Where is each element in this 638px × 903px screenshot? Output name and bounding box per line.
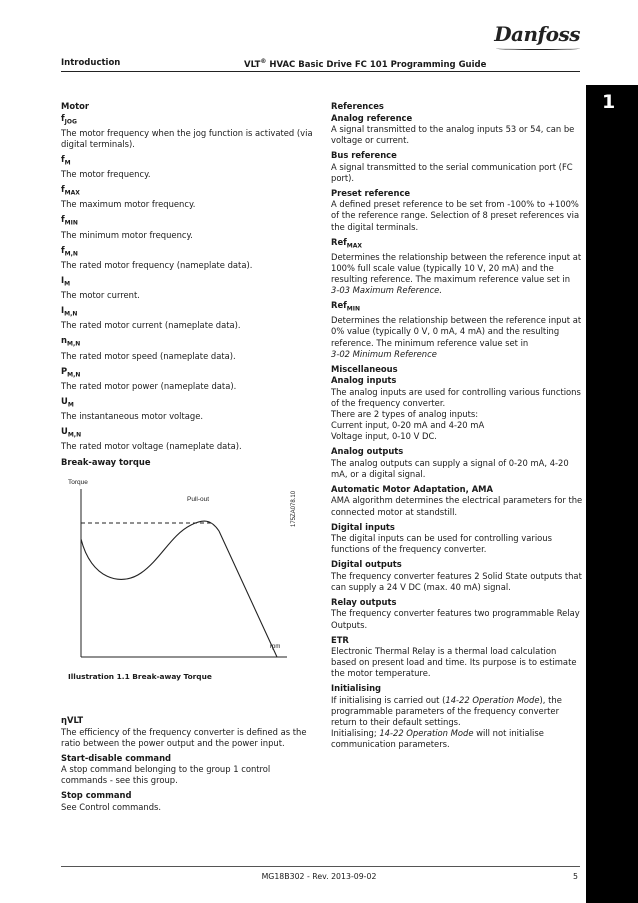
pullout-label: Pull-out [187, 496, 210, 504]
heading-references: References [331, 101, 384, 111]
entry-imn: $I_{M,N}$ The rated motor current (nameplate data). [61, 305, 241, 331]
entry-initialising: Initialising If initialising is carried out (14-22 Operation Mode), the programmable parameters of the frequency converter return to their default settings. Initialising; 14-22 Operation Mode will not initialise communication parameters. [331, 683, 562, 750]
entry-analog-outputs: Analog outputs The analog outputs can supply a signal of 0-20 mA, 4-20 mA, or a digital signal. [331, 446, 569, 479]
entry-bus-reference: Bus reference A signal transmitted to the serial communication port (FC port). [331, 150, 573, 183]
entry-fjog: $f_{JOG}$ The motor frequency when the jog function is activated (via digital terminals). [61, 112, 313, 149]
right-column [331, 101, 583, 754]
left-column [61, 101, 318, 817]
entry-ama: Automatic Motor Adaptation, AMA AMA algorithm determines the electrical parameters for the connected motor at standstill. [331, 483, 583, 517]
entry-nmn: $n_{M,N}$ The rated motor speed (nameplate data). [61, 335, 236, 361]
entry-umn: $U_{M,N}$ The rated motor voltage (nameplate data). [61, 426, 242, 452]
heading-motor: Motor [61, 101, 89, 111]
entry-digital-outputs: Digital outputs The frequency converter features 2 Solid State outputs that can supply a 24 V DC (max. 40 mA) signal. [331, 559, 582, 592]
entry-fmn: $f_{M,N}$ The rated motor frequency (nameplate data). [61, 244, 253, 270]
heading-miscellaneous: Miscellaneous [331, 363, 398, 374]
chapter-number: 1 [602, 91, 616, 113]
entry-stop-command: Stop command See Control commands. [61, 790, 162, 812]
header-section: Introduction [61, 58, 121, 68]
entry-refmin: Ref$_{MIN}$ Determines the relationship between the reference input at 0% value (typically 0 V, 0 mA, 4 mA) and the resulting reference. The minimum reference value set in 3-02 Minimum Reference [331, 300, 582, 359]
torque-curve-diagram [61, 469, 318, 665]
entry-digital-inputs: Digital inputs The digital inputs can be used for controlling various functions of the frequency converter. [331, 521, 552, 555]
entry-preset-reference: Preset reference A defined preset reference to be set from -100% to +100% of the reference range. Selection of 8 preset references via the digital terminals. [331, 187, 580, 232]
entry-analog-reference: Analog reference A signal transmitted to the analog inputs 53 or 54, can be voltage or current. [331, 112, 575, 146]
entry-relay-outputs: Relay outputs The frequency converter features two programmable Relay Outputs. [331, 596, 580, 630]
danfoss-logo: Danfoss [494, 22, 580, 46]
entry-fm: $f_M$ The motor frequency. [61, 153, 151, 180]
entry-start-disable: Start-disable command A stop command belonging to the group 1 control commands - see this group. [61, 752, 271, 786]
entry-analog-inputs: Analog inputs The analog inputs are used for controlling various functions of the frequency converter. There are 2 types of analog inputs: Current input, 0-20 mA and 4-20 mA Voltage input, 0-10 V DC. [331, 375, 581, 442]
entry-pmn: $P_{M,N}$ The rated motor power (nameplate data). [61, 365, 237, 391]
heading-breakaway-torque: Break-away torque [61, 456, 151, 467]
footer-doc-id: MG18B302 - Rev. 2013-09-02 [261, 872, 377, 881]
torque-curve [81, 521, 277, 657]
footer-rule [61, 866, 580, 867]
entry-refmax: Ref$_{MAX}$ Determines the relationship between the reference input at 100% full scale value (typically 10 V, 20 mA) and the resulting reference. The maximum reference value set in 3-03 Maximum Reference. [331, 236, 582, 296]
page-number: 5 [573, 872, 578, 881]
y-axis-label: Torque [68, 479, 88, 487]
x-axis-label: rpm [270, 644, 281, 651]
entry-im: $I_M$ The motor current. [61, 274, 140, 301]
entry-fmax: $f_{MAX}$ The maximum motor frequency. [61, 184, 196, 210]
header-rule [61, 71, 580, 72]
breakaway-torque-figure [61, 469, 318, 665]
figure-id: 175ZA078.10 [291, 490, 297, 528]
entry-eta-vlt: ηVLT The efficiency of the frequency converter is defined as the ratio between the power output and the power input. [61, 715, 307, 748]
entry-fmin: $f_{MIN}$ The minimum motor frequency. [61, 214, 193, 240]
chapter-tab [586, 85, 638, 903]
entry-um: $U_M$ The instantaneous motor voltage. [61, 395, 204, 422]
entry-etr: ETR Electronic Thermal Relay is a thermal load calculation based on present load and time. Its purpose is to estimate the motor temperature. [331, 634, 577, 679]
figure-caption: Illustration 1.1 Break-away Torque [68, 672, 212, 682]
header-title: VLT® HVAC Basic Drive FC 101 Programming Guide [244, 58, 487, 70]
